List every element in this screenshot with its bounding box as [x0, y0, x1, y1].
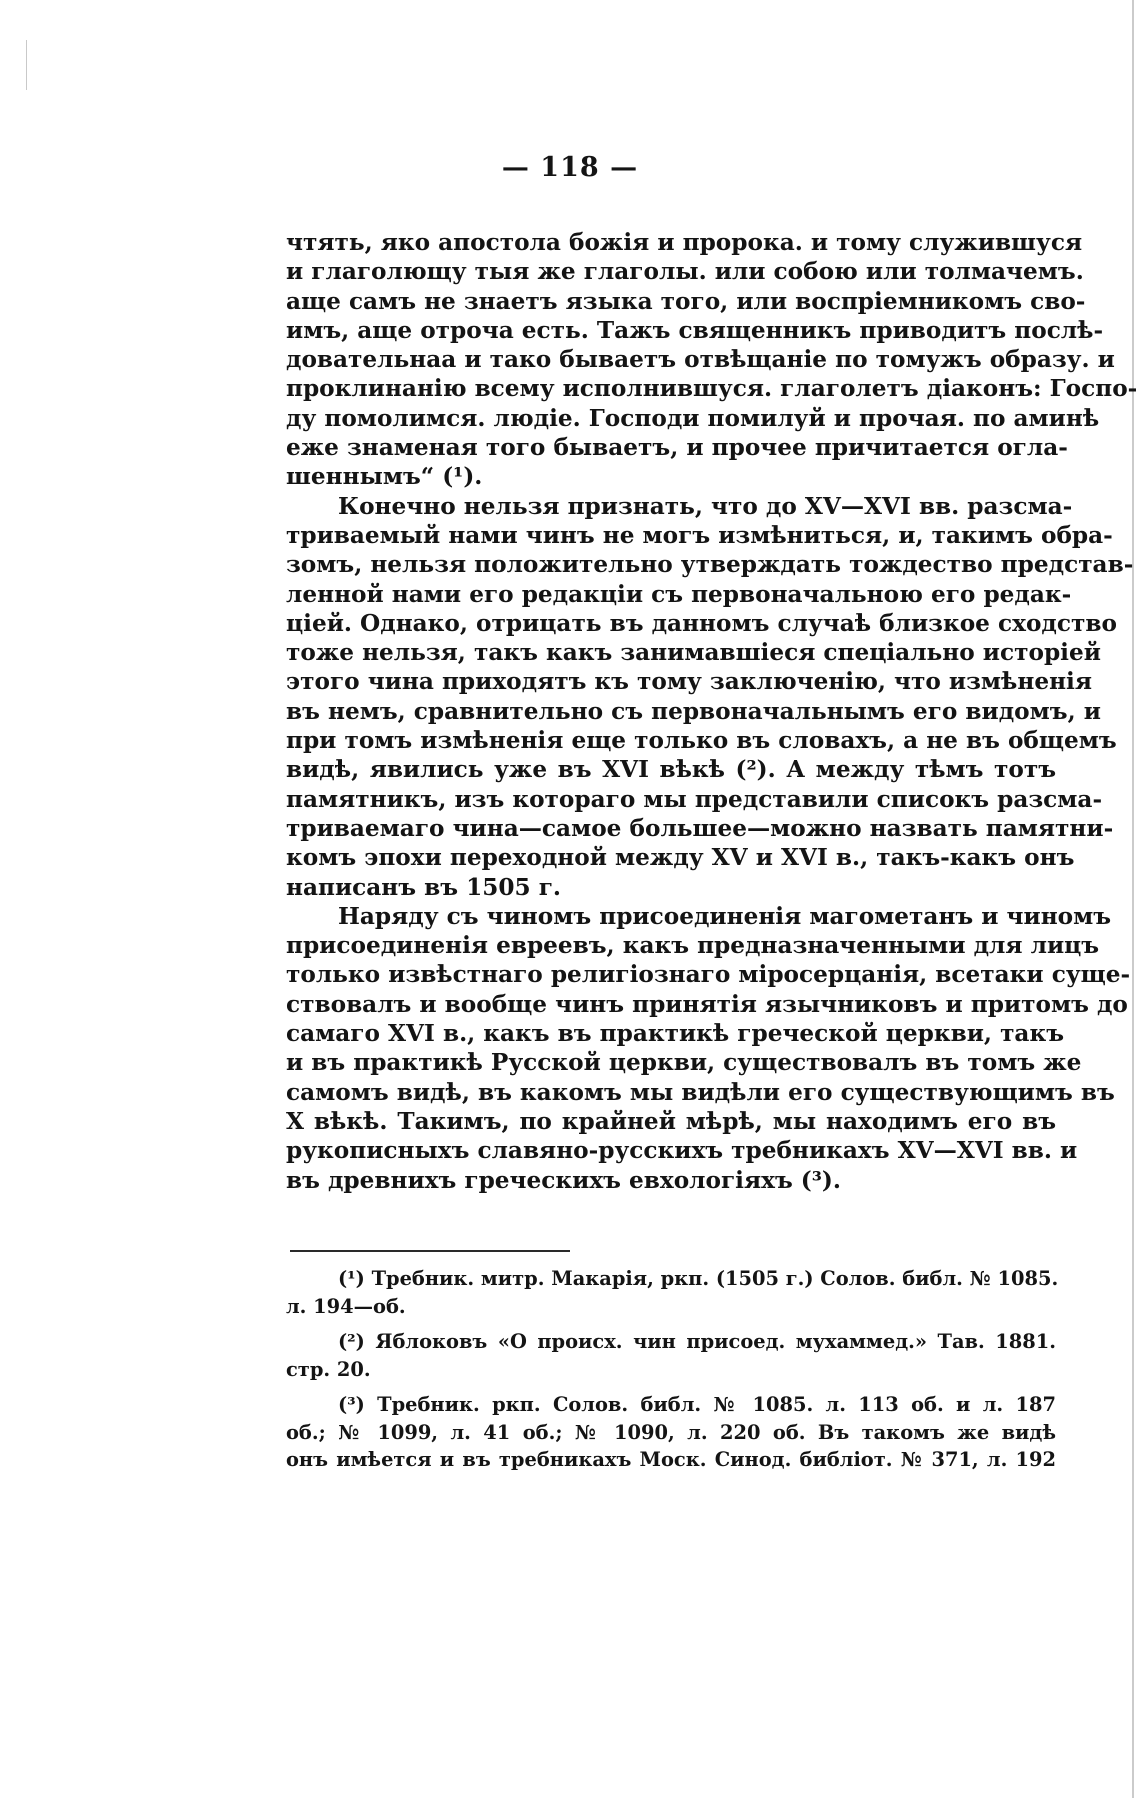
footnote-line: онъ имѣется и въ требникахъ Моск. Синод. библіот. № 371, л. 192: [286, 1448, 1056, 1471]
text-line: ствовалъ и вообще чинъ принятія язычниковъ и притомъ до: [286, 990, 1128, 1018]
text-line: шеннымъ“ (¹).: [286, 463, 483, 491]
text-line: комъ эпохи переходной между XV и XVI в., такъ-какъ онъ: [286, 844, 1075, 872]
footnote-line: (³) Требник. ркп. Солов. библ. № 1085. л. 113 об. и л. 187: [338, 1393, 1056, 1416]
text-line: самаго XVI в., какъ въ практикѣ греческой церкви, такъ: [286, 1020, 1064, 1048]
footnotes: [286, 1265, 1059, 1482]
text-line: проклинанію всему исполнившуся. глаголетъ діаконъ: Госпо-: [286, 375, 1138, 403]
text-line: памятникъ, изъ котораго мы представили списокъ разсма-: [286, 785, 1103, 813]
text-line: триваемый нами чинъ не могъ измѣниться, и, такимъ обра-: [286, 521, 1113, 549]
page-edge-line: [1132, 0, 1134, 1798]
text-line: въ немъ, сравнительно съ первоначальнымъ его видомъ, и: [286, 697, 1101, 725]
text-line: X вѣкѣ. Такимъ, по крайней мѣрѣ, мы находимъ его въ: [286, 1107, 1056, 1135]
text-line: довательнаа и тако бываетъ отвѣщаніе по томужъ образу. и: [286, 346, 1115, 374]
text-line: чтять, яко апостола божія и пророка. и тому служившуся: [286, 229, 1083, 256]
text-line: зомъ, нельзя положительно утверждать тождество представ-: [286, 551, 1134, 579]
text-line: только извѣстнаго религіознаго міросерцанія, всетаки суще-: [286, 961, 1131, 989]
text-line: тоже нельзя, такъ какъ занимавшіеся спеціально исторіей: [286, 639, 1101, 667]
footnote: [286, 1391, 1056, 1474]
text-line: этого чина приходятъ къ тому заключенію, что измѣненія: [286, 668, 1092, 696]
text-line: присоединенія евреевъ, какъ предназначенными для лицъ: [286, 932, 1100, 960]
text-line: аще самъ не знаетъ языка того, или воспріемникомъ сво-: [286, 287, 1086, 315]
text-line: и въ практикѣ Русской церкви, существовалъ въ томъ же: [286, 1049, 1082, 1077]
text-line: имъ, аще отроча есть. Тажъ священникъ приводитъ послѣ-: [286, 316, 1104, 344]
page-number: — 118 —: [501, 152, 639, 183]
text-line: рукописныхъ славяно-русскихъ требникахъ XV—XVI вв. и: [286, 1137, 1078, 1165]
footnote-line: стр. 20.: [286, 1357, 371, 1381]
text-line: самомъ видѣ, въ какомъ мы видѣли его существующимъ въ: [286, 1078, 1115, 1106]
footnote: [286, 1265, 1059, 1320]
text-line: въ древнихъ греческихъ евхологіяхъ (³).: [286, 1166, 841, 1194]
text-line: триваемаго чина—самое большее—можно назвать памятни-: [286, 814, 1114, 842]
main-text: [286, 228, 1138, 1195]
text-line: еже знаменая того бываетъ, и прочее причитается огла-: [286, 434, 1068, 462]
footnote-line: (²) Яблоковъ «О происх. чин присоед. мухаммед.» Тав. 1881.: [338, 1330, 1056, 1353]
text-line: Наряду съ чиномъ присоединенія магометанъ и чиномъ: [338, 902, 1112, 930]
text-line: написанъ въ 1505 г.: [286, 873, 562, 901]
page-margin-mark: [26, 40, 27, 90]
text-line: и глаголющу тыя же глаголы. или собою или толмачемъ.: [286, 258, 1084, 286]
footnote: [286, 1328, 1056, 1383]
footnote-line: (¹) Требник. митр. Макарія, ркп. (1505 г.) Солов. библ. № 1085.: [338, 1267, 1059, 1290]
footnote-line: л. 194—об.: [286, 1294, 406, 1318]
text-line: ду помолимся. людіе. Господи помилуй и прочая. по аминѣ: [286, 404, 1100, 432]
footnote-line: об.; № 1099, л. 41 об.; № 1090, л. 220 об. Въ такомъ же видѣ: [286, 1420, 1056, 1444]
text-line: при томъ измѣненія еще только въ словахъ, а не въ общемъ: [286, 727, 1117, 755]
footnote-separator: [290, 1250, 570, 1252]
text-line: ціей. Однако, отрицать въ данномъ случаѣ близкое сходство: [286, 609, 1117, 637]
text-line: Конечно нельзя признать, что до XV—XVI вв. разсма-: [338, 492, 1073, 520]
text-line: видѣ, явились уже въ XVI вѣкѣ (²). А между тѣмъ тотъ: [286, 756, 1056, 784]
text-line: ленной нами его редакціи съ первоначальною его редак-: [286, 580, 1072, 608]
